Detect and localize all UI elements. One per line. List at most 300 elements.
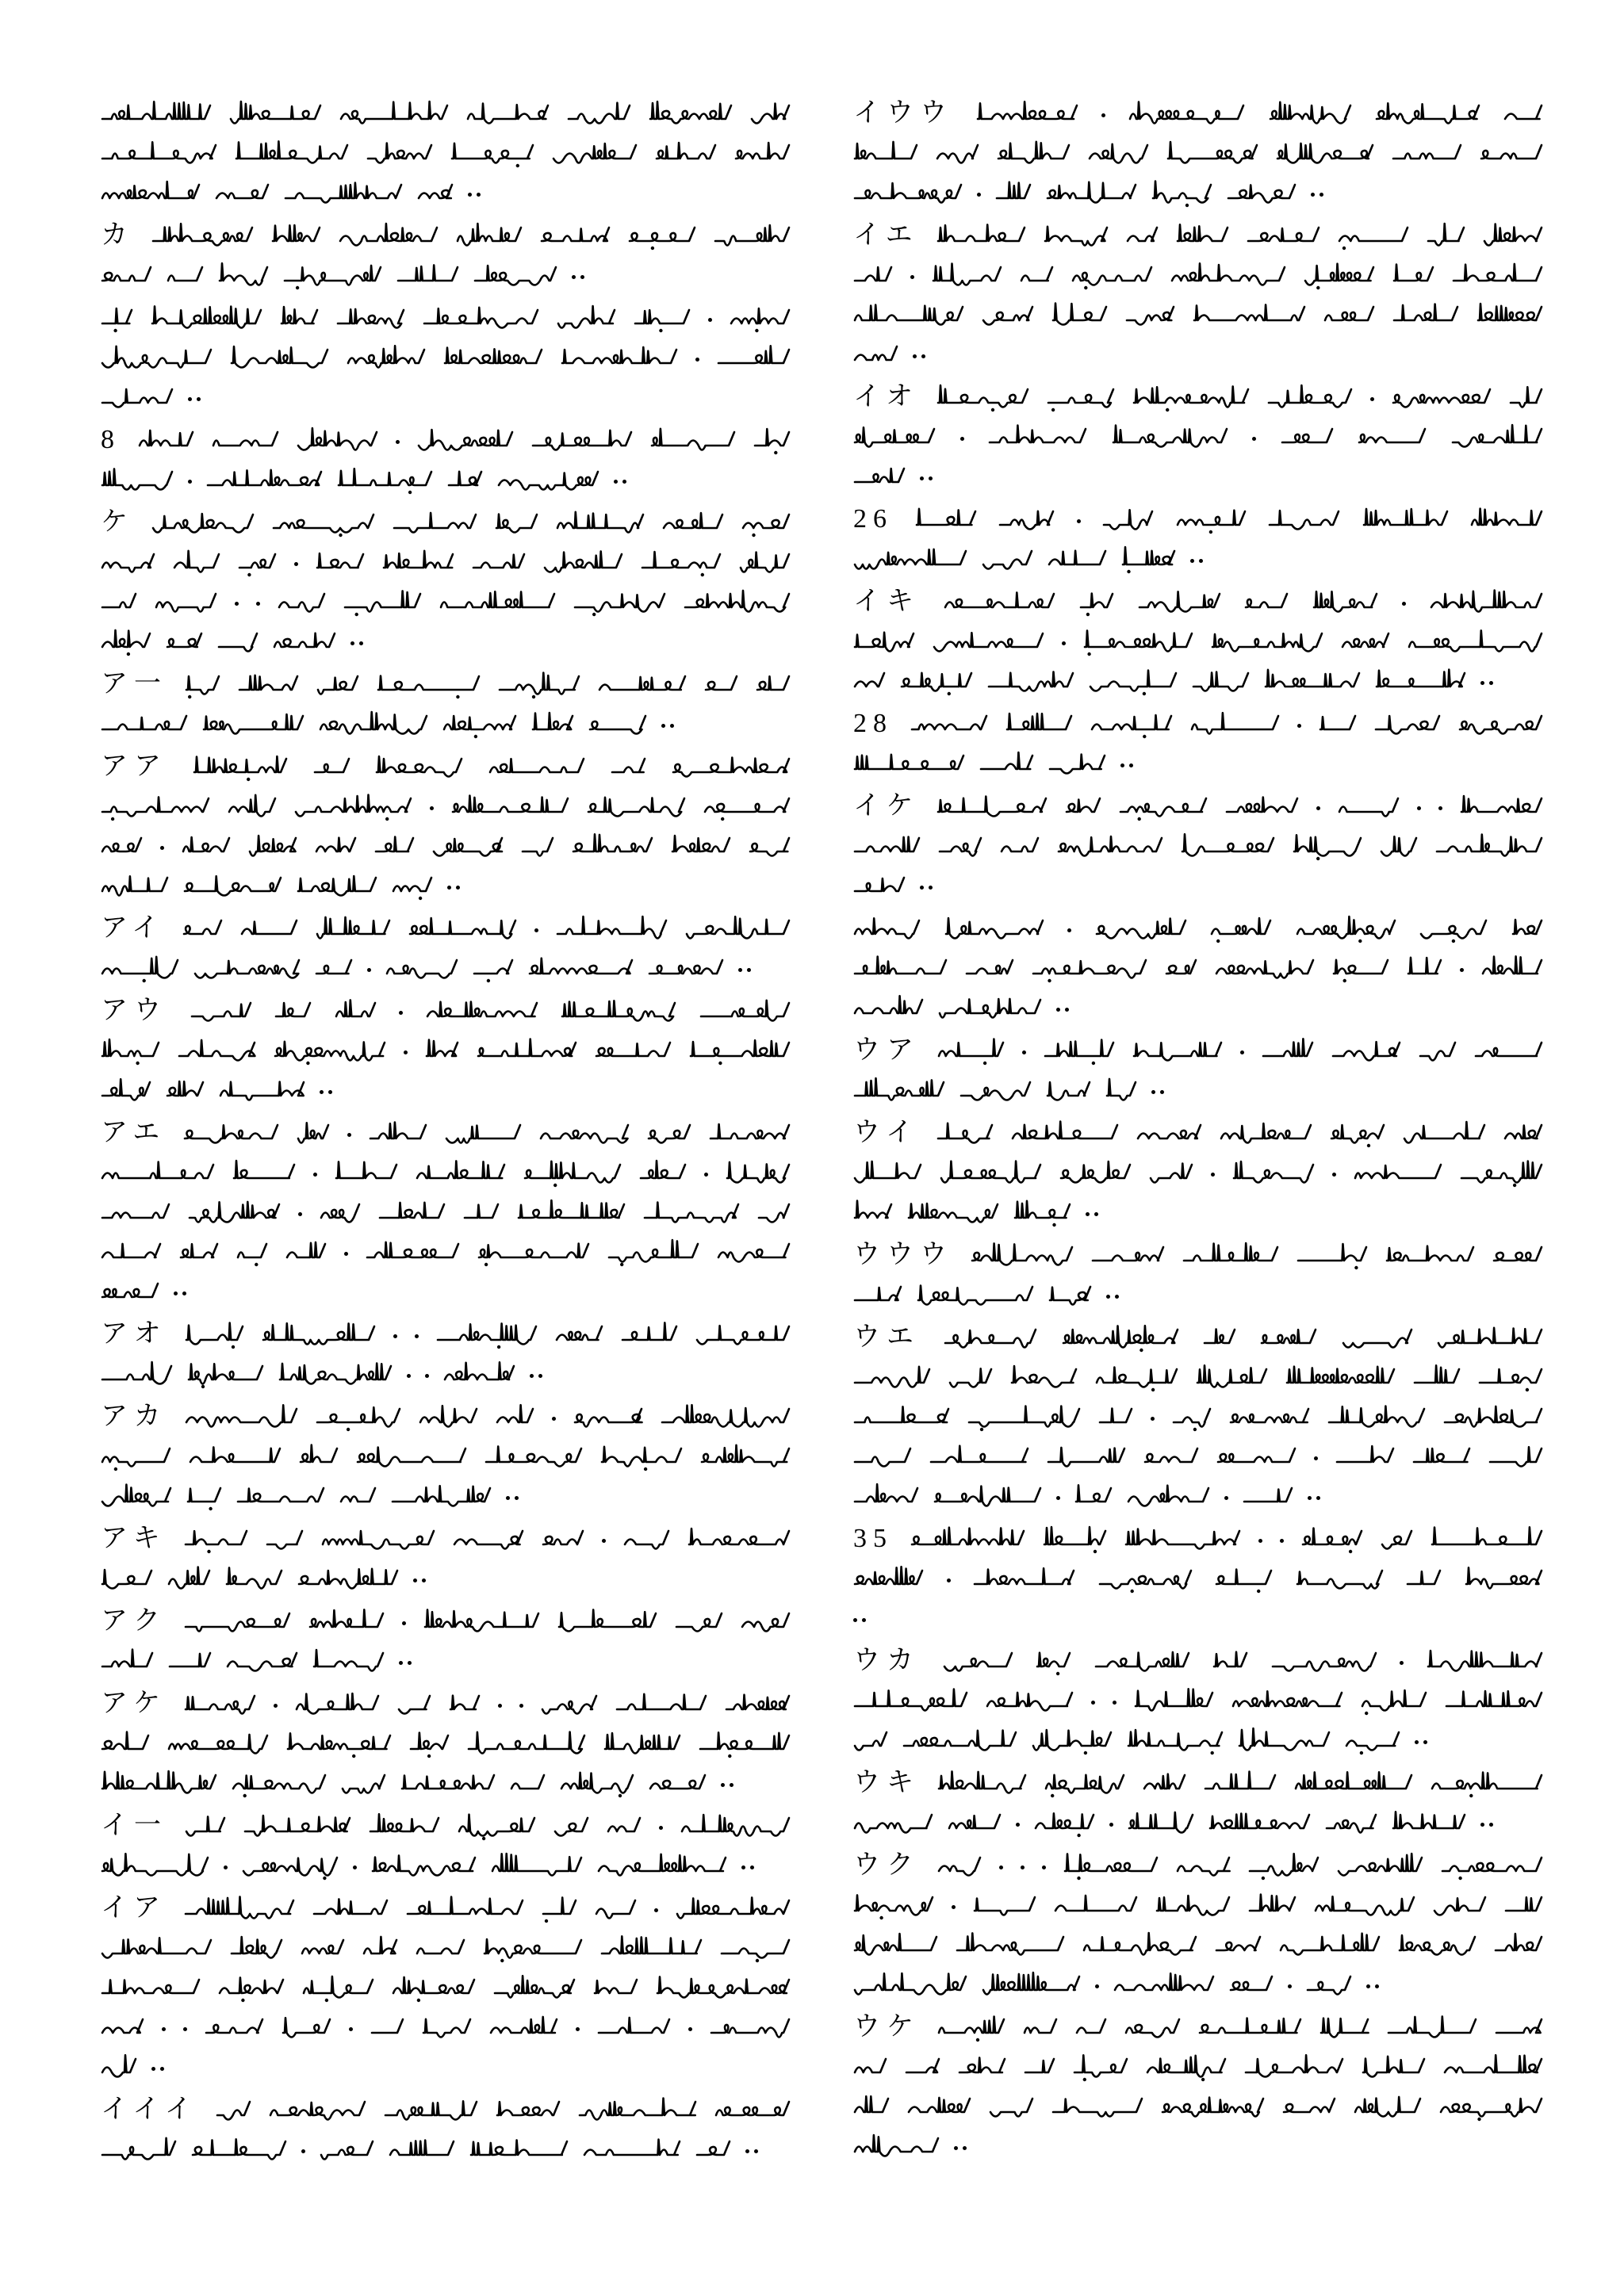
script-word [1128, 96, 1245, 131]
script-word [521, 828, 554, 863]
paragraph [853, 1318, 1543, 1516]
script-word [1408, 624, 1543, 659]
script-word [662, 505, 724, 540]
script-word [750, 96, 791, 131]
script-word [1215, 1927, 1262, 1962]
script-word [649, 96, 733, 131]
script-word [101, 258, 152, 293]
script-word [649, 1766, 707, 1800]
script-word [151, 505, 255, 540]
section-marker: アウ [101, 996, 167, 1025]
script-word [458, 1808, 536, 1843]
text-line [101, 1601, 791, 1641]
script-word [853, 2089, 890, 2124]
script-word [206, 462, 323, 497]
script-word [101, 868, 169, 903]
script-word [598, 667, 687, 702]
script-word [101, 1274, 159, 1309]
script-word [422, 2010, 472, 2045]
script-word [101, 1766, 217, 1800]
script-word [283, 258, 382, 293]
text-line [853, 94, 1543, 133]
section-marker: ケ [101, 507, 134, 537]
script-word [183, 1115, 279, 1150]
script-word [1113, 1967, 1215, 2002]
script-word [684, 584, 791, 619]
script-word [1439, 2089, 1543, 2124]
text-line [853, 216, 1543, 255]
script-word [1323, 297, 1375, 332]
punctuation-mark [1120, 746, 1133, 781]
script-word [1267, 380, 1353, 415]
script-word [1079, 584, 1114, 619]
paragraph [853, 1113, 1543, 1232]
script-word [155, 584, 217, 619]
section-marker: ウキ [853, 1768, 920, 1797]
text-line [853, 1357, 1543, 1397]
punctuation-mark [498, 1686, 502, 1721]
text-line [101, 1888, 791, 1928]
section-marker: ウケ [853, 2012, 920, 2042]
script-word [1215, 951, 1315, 985]
script-word [167, 258, 204, 293]
script-word [301, 1931, 345, 1965]
text-line [101, 664, 791, 704]
script-word [741, 505, 791, 540]
punctuation-mark [1417, 789, 1421, 824]
script-word [989, 2089, 1034, 2124]
script-word [1341, 624, 1390, 659]
section-marker: アア [101, 752, 167, 781]
script-word [1143, 1766, 1186, 1800]
script-word [101, 175, 201, 210]
text-line [101, 1314, 791, 1354]
script-word [101, 1644, 154, 1678]
script-word [347, 340, 426, 375]
punctuation-mark [1077, 502, 1081, 537]
paragraph [853, 216, 1543, 374]
script-word [1229, 1967, 1274, 2002]
punctuation-mark [399, 1644, 412, 1678]
script-word [997, 136, 1071, 170]
paragraph [853, 1641, 1543, 1760]
text-line [101, 1397, 791, 1437]
script-word [853, 1888, 934, 1923]
script-word [1419, 911, 1488, 946]
script-word [560, 1766, 634, 1800]
text-line [101, 460, 791, 499]
script-word [312, 1891, 389, 1926]
script-word [151, 300, 262, 335]
punctuation-mark [1086, 1195, 1098, 1230]
script-word [1165, 951, 1197, 985]
text-line [853, 1720, 1543, 1760]
punctuation-mark [447, 868, 460, 903]
text-line [853, 1235, 1543, 1275]
section-marker: アク [101, 1606, 167, 1636]
script-word [295, 1686, 380, 1721]
punctuation-mark [745, 2132, 758, 2167]
script-word [944, 584, 1055, 619]
script-word [335, 1155, 398, 1190]
script-word [217, 624, 259, 659]
script-word [1338, 789, 1400, 824]
script-word [184, 1604, 291, 1639]
script-word [185, 667, 220, 702]
script-word [940, 1155, 1042, 1190]
script-word [1124, 1521, 1241, 1556]
script-word [910, 1521, 1025, 1556]
script-word [366, 1234, 460, 1269]
script-word [937, 2010, 1005, 2045]
text-line [101, 622, 791, 661]
text-line [853, 1113, 1543, 1153]
punctuation-mark [294, 545, 298, 580]
script-word [1269, 96, 1352, 131]
script-word [183, 868, 282, 903]
script-word [472, 545, 526, 580]
section-marker: 35 [853, 1524, 893, 1553]
script-word [273, 624, 336, 659]
script-word [572, 828, 653, 863]
script-word [316, 667, 359, 702]
script-word [597, 1848, 727, 1883]
punctuation-mark [224, 1848, 228, 1883]
script-word [341, 1766, 386, 1800]
punctuation-mark [1400, 1644, 1404, 1678]
script-word [973, 1561, 1075, 1596]
script-word [101, 584, 137, 619]
text-line [853, 417, 1543, 457]
punctuation-mark [1370, 380, 1374, 415]
script-word [1048, 541, 1107, 576]
script-word [1125, 297, 1175, 332]
script-word [248, 828, 297, 863]
script-word [101, 1479, 172, 1513]
text-line [853, 661, 1543, 701]
script-word [510, 1766, 546, 1800]
script-word [1458, 706, 1543, 741]
script-word [369, 1808, 440, 1843]
script-word [982, 541, 1033, 576]
script-word [215, 175, 270, 210]
punctuation-mark [1438, 789, 1442, 824]
script-word [710, 2010, 791, 2045]
script-word [1166, 136, 1258, 170]
script-word [749, 828, 791, 863]
punctuation-mark [659, 1808, 663, 1843]
script-word [709, 1115, 791, 1150]
punctuation-mark [1460, 951, 1464, 985]
script-word [987, 664, 1074, 698]
script-word [497, 462, 599, 497]
script-word [167, 1561, 211, 1596]
script-word [1460, 789, 1543, 824]
script-word [167, 1726, 269, 1761]
script-word [185, 1399, 298, 1434]
script-word [634, 300, 691, 335]
paragraph [101, 298, 791, 417]
punctuation-mark [1415, 1723, 1427, 1758]
script-word [271, 218, 321, 253]
punctuation-mark [1062, 624, 1066, 659]
script-word [178, 1033, 256, 1068]
text-line [853, 582, 1543, 622]
punctuation-mark [1366, 1967, 1379, 2002]
script-word [655, 136, 717, 170]
script-word [1119, 789, 1208, 824]
text-line [853, 539, 1543, 579]
script-word [469, 2132, 569, 2167]
script-word [1268, 502, 1340, 537]
punctuation-mark [1224, 1479, 1228, 1513]
script-word [1229, 1399, 1310, 1434]
text-line [853, 255, 1543, 295]
script-word [400, 1766, 496, 1800]
script-word [1306, 1967, 1352, 2002]
script-word [1296, 911, 1396, 946]
script-word [266, 1521, 304, 1556]
script-word [278, 584, 326, 619]
script-word [1332, 951, 1389, 985]
punctuation-mark [954, 2129, 967, 2164]
script-word [1005, 706, 1073, 741]
section-marker: 28 [853, 709, 893, 738]
text-line [853, 377, 1543, 417]
script-word [937, 1766, 1027, 1800]
script-word [240, 911, 298, 946]
script-word [101, 1970, 201, 2005]
script-word [316, 911, 391, 946]
script-word [578, 2092, 697, 2127]
script-word [1071, 258, 1153, 293]
script-word [1392, 297, 1459, 332]
section-marker: イ一 [101, 1811, 167, 1840]
script-word [1297, 1238, 1368, 1272]
paragraph [101, 1806, 791, 1885]
script-word [1437, 1320, 1543, 1355]
script-word [315, 828, 357, 863]
text-line [101, 173, 791, 212]
script-word [1262, 1033, 1314, 1068]
script-word [228, 789, 277, 824]
paragraph [101, 747, 791, 905]
script-word [685, 911, 791, 946]
script-word [1494, 1927, 1543, 1962]
section-marker: ウカ [853, 1646, 920, 1675]
script-word [101, 706, 188, 741]
script-word [1032, 951, 1147, 985]
script-word [1392, 1805, 1466, 1840]
script-word [473, 951, 514, 985]
text-line [853, 1318, 1543, 1357]
script-word [531, 706, 574, 741]
script-word [853, 868, 906, 903]
script-word [561, 993, 676, 1028]
script-word [937, 1033, 1005, 1068]
script-word [1285, 1360, 1396, 1395]
script-word [1036, 1644, 1071, 1678]
script-word [285, 1234, 327, 1269]
text-line [853, 1153, 1543, 1192]
script-word [853, 1723, 888, 1758]
punctuation-mark [393, 1317, 397, 1352]
text-line [101, 1272, 791, 1311]
paragraph [853, 704, 1543, 783]
script-word [756, 667, 791, 702]
script-word [739, 545, 791, 580]
script-word [101, 2049, 137, 2084]
script-word [101, 96, 212, 131]
script-word [986, 1683, 1074, 1718]
script-word [389, 2132, 455, 2167]
script-word [1354, 1155, 1442, 1190]
script-word [466, 96, 550, 131]
script-word [205, 2010, 264, 2045]
text-line [853, 1476, 1543, 1516]
punctuation-mark [301, 2132, 305, 2167]
script-word [1304, 258, 1375, 293]
punctuation-mark [313, 1155, 317, 1190]
script-word [1345, 1723, 1400, 1758]
script-word [485, 1439, 583, 1474]
text-line [101, 1806, 791, 1846]
script-word [184, 1686, 256, 1721]
script-word [417, 423, 514, 457]
script-word [1098, 1399, 1133, 1434]
text-line [853, 1070, 1543, 1110]
script-word [1044, 218, 1109, 253]
script-word [611, 749, 646, 784]
punctuation-mark [407, 1357, 411, 1391]
script-word [1293, 828, 1362, 863]
text-line [101, 1846, 791, 1885]
punctuation-mark [1151, 1399, 1155, 1434]
script-word [948, 1360, 993, 1395]
script-word [445, 1115, 522, 1150]
script-word [230, 340, 329, 375]
script-word [1503, 1115, 1543, 1150]
script-word [1059, 1155, 1132, 1190]
script-word [269, 2092, 366, 2127]
script-word [982, 1967, 1081, 2002]
script-word [182, 828, 231, 863]
script-word [278, 1357, 393, 1391]
section-marker: アカ [101, 1402, 167, 1431]
script-word [1062, 1320, 1179, 1355]
punctuation-mark [1091, 1683, 1095, 1718]
script-word [1024, 2049, 1055, 2084]
script-word [959, 1073, 1032, 1108]
punctuation-mark [468, 175, 481, 210]
script-word [393, 505, 477, 540]
script-word [1407, 951, 1442, 985]
script-word [496, 1399, 534, 1434]
section-marker: ウク [853, 1850, 920, 1880]
script-word [1126, 218, 1159, 253]
punctuation-mark [614, 462, 626, 497]
text-line [101, 1968, 791, 2007]
punctuation-mark [661, 706, 674, 741]
script-word [1095, 1360, 1178, 1395]
paragraph [853, 1519, 1543, 1638]
script-word [958, 2049, 1006, 2084]
script-word [1143, 1439, 1199, 1474]
text-line [853, 1965, 1543, 2004]
text-line [101, 255, 791, 295]
punctuation-mark [320, 1073, 332, 1108]
script-word [101, 136, 217, 170]
script-word [335, 993, 377, 1028]
text-line [853, 1681, 1543, 1720]
script-word [1083, 624, 1193, 659]
punctuation-mark [1240, 1033, 1244, 1068]
text-line [101, 991, 791, 1031]
section-marker: ウア [853, 1035, 920, 1065]
text-line [853, 2126, 1543, 2166]
punctuation-mark [151, 2049, 164, 2084]
script-word [297, 423, 378, 457]
script-word [1337, 1848, 1423, 1883]
script-word [915, 502, 977, 537]
script-word [936, 218, 1026, 253]
script-word [101, 828, 143, 863]
script-word [423, 1604, 540, 1639]
script-word [1392, 258, 1434, 293]
script-word [101, 1234, 162, 1269]
punctuation-mark [1056, 1479, 1060, 1513]
script-word [371, 1848, 477, 1883]
paragraph [853, 582, 1543, 701]
paragraph [853, 499, 1543, 579]
script-word [101, 1931, 213, 1965]
script-word [1046, 1073, 1091, 1108]
punctuation-mark [1280, 1521, 1284, 1556]
punctuation-mark [1297, 706, 1301, 741]
script-word [238, 545, 277, 580]
paragraph [101, 664, 791, 744]
script-word [1392, 136, 1462, 170]
script-word [552, 136, 638, 170]
script-word [477, 1033, 577, 1068]
text-line [853, 786, 1543, 826]
script-word [676, 1891, 791, 1926]
text-line [101, 1559, 791, 1598]
script-word [593, 1970, 638, 2005]
script-word [166, 1073, 205, 1108]
script-word [101, 1033, 160, 1068]
script-word [1478, 1360, 1543, 1395]
text-line [853, 744, 1543, 783]
text-line [101, 948, 791, 988]
script-word [274, 1033, 386, 1068]
script-word [853, 951, 948, 985]
script-word [1232, 1155, 1315, 1190]
text-line [853, 909, 1543, 948]
punctuation-mark [298, 1195, 302, 1230]
script-word [392, 1970, 476, 2005]
script-word [1509, 380, 1543, 415]
script-word [138, 423, 194, 457]
script-word [648, 951, 724, 985]
script-word [182, 911, 223, 946]
script-word [853, 419, 936, 454]
script-word [1089, 664, 1178, 698]
script-word [226, 1644, 298, 1678]
script-word [725, 1686, 791, 1721]
punctuation-mark [1042, 1848, 1046, 1883]
script-word [1314, 1888, 1415, 1923]
